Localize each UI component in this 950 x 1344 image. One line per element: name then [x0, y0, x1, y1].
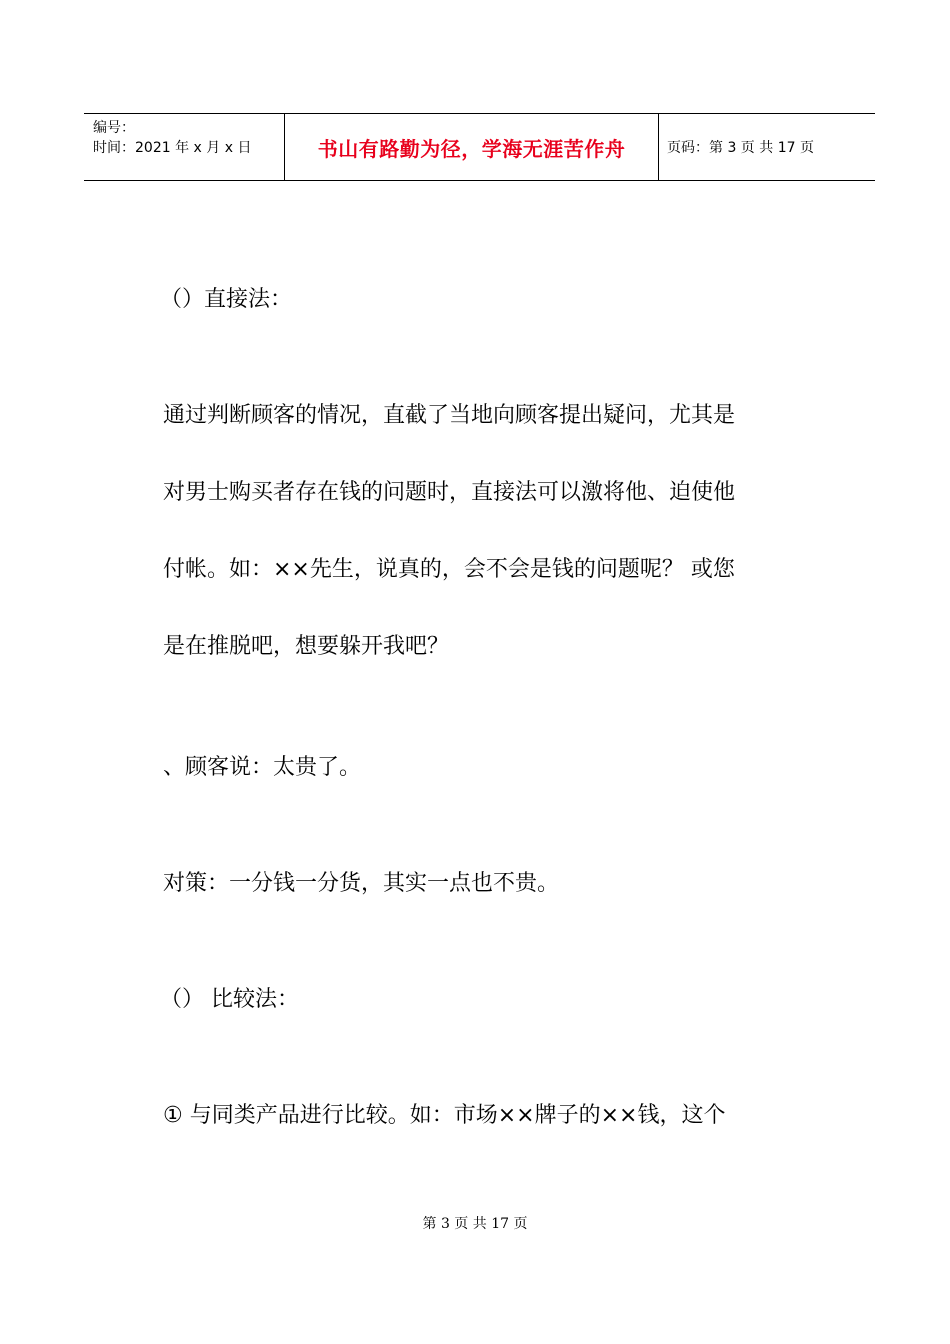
page-footer — [0, 1213, 950, 1233]
paragraph-line: 通过判断顾客的情况，直截了当地向顾客提出疑问，尤其是 — [163, 403, 736, 428]
section-heading-direct-method: （）直接法： — [160, 287, 293, 312]
objection-heading: 、顾客说：太贵了。 — [163, 755, 362, 780]
header-page-cell — [659, 114, 875, 180]
header-meta-cell — [84, 114, 285, 180]
section-heading-comparison-method: （） 比较法： — [160, 987, 299, 1012]
document-header — [84, 113, 875, 181]
footer-page-number: 第 3 页 共 17 页 — [422, 1216, 528, 1232]
paragraph-line: 是在推脱吧，想要躲开我吧？ — [163, 634, 450, 659]
strategy-line: 对策：一分钱一分货，其实一点也不贵。 — [163, 871, 560, 896]
document-time-label: 时间：2021 年 x 月 x 日 — [93, 140, 252, 156]
header-page-number: 页码：第 3 页 共 17 页 — [667, 140, 814, 156]
paragraph-line: 对男士购买者存在钱的问题时，直接法可以激将他、迫使他 — [163, 480, 736, 505]
paragraph-line: 付帐。如：××先生，说真的，会不会是钱的问题呢？ 或您 — [163, 557, 735, 582]
header-motto: 书山有路勤为径，学海无涯苦作舟 — [317, 136, 626, 161]
header-motto-cell — [285, 114, 659, 180]
list-item-line: ① 与同类产品进行比较。如：市场××牌子的××钱，这个 — [163, 1103, 726, 1128]
document-number-label: 编号： — [93, 120, 135, 136]
